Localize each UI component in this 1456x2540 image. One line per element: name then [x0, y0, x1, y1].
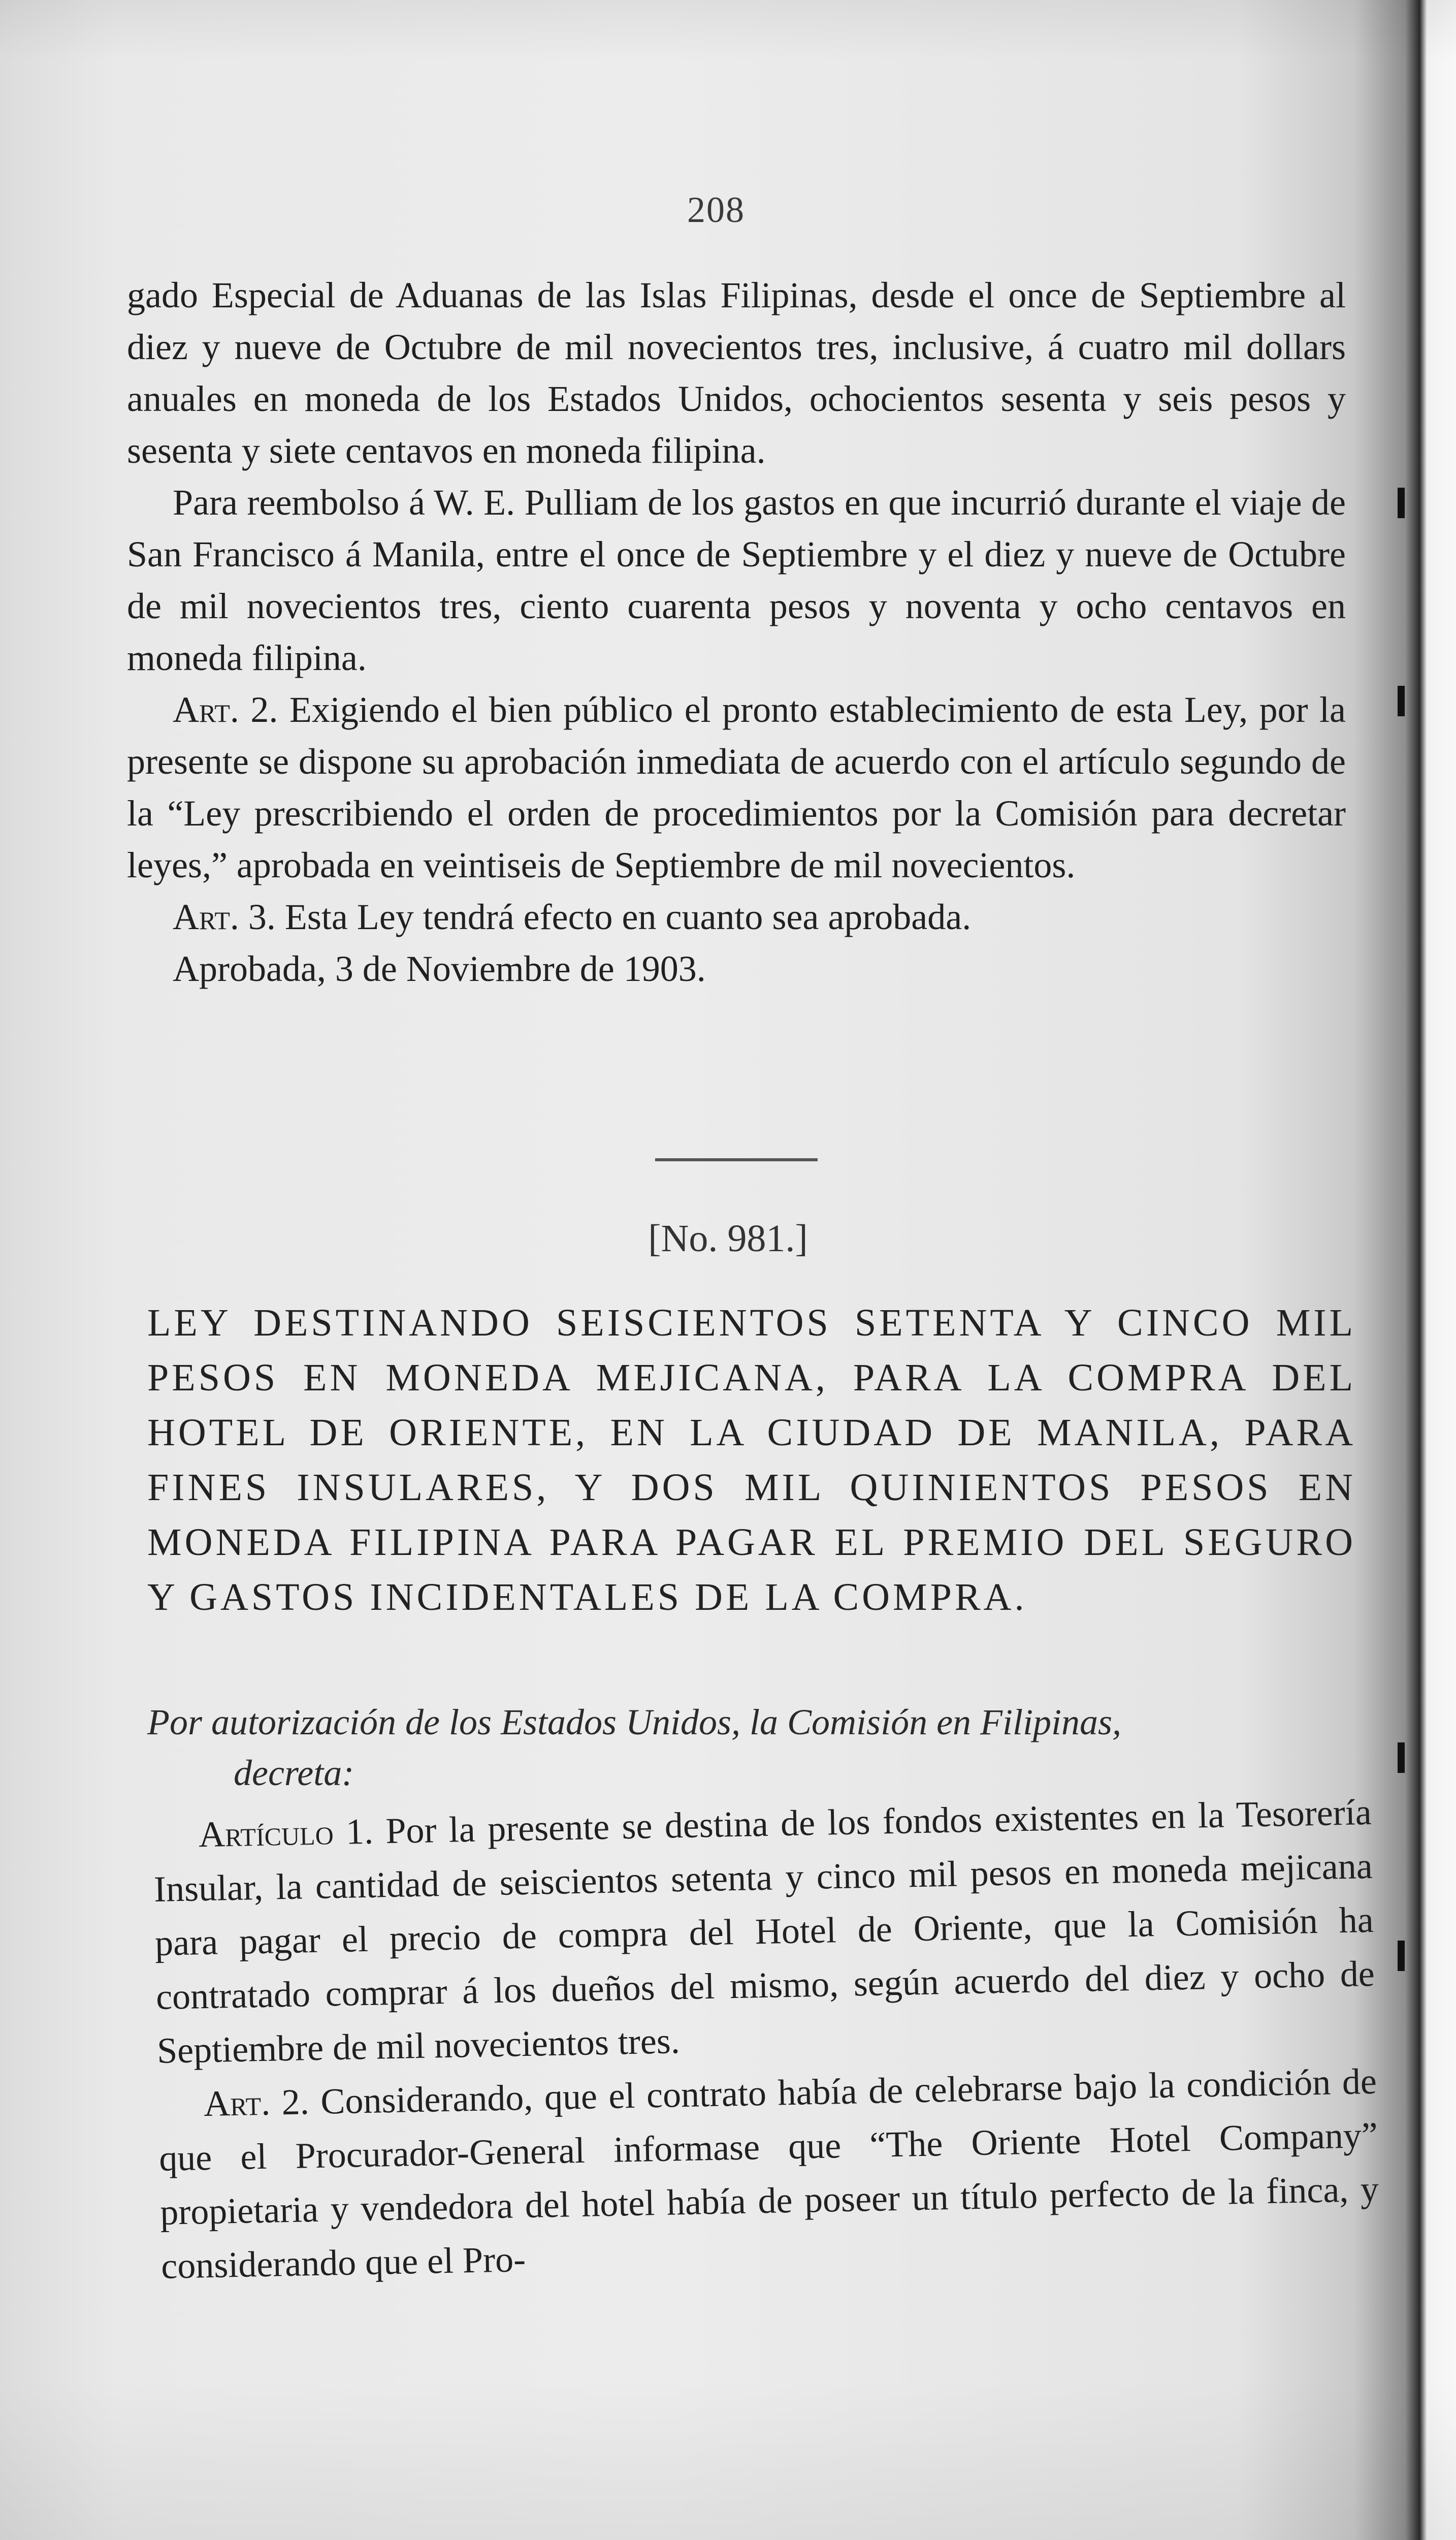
paragraph: Para reembolso á W. E. Pulliam de los gastos en que incurrió durante el viaje de San Francisco á Manila, entre el once de Septiembre y el diez y nueve de Octubre de mil novecientos tres, ciento cuarenta pesos y noventa y ocho centavos en moneda filipina. — [127, 482, 1346, 678]
approval-date: Aprobada, 3 de Noviembre de 1903. — [173, 948, 706, 989]
article-paragraph — [157, 2054, 1380, 2293]
law-title-text: LEY DESTINANDO SEISCIENTOS SETENTA Y CINCO MIL PESOS EN MONEDA MEJICANA, PARA LA COMPRA DEL HOTEL DE ORIENTE, EN LA CIUDAD DE MANILA, PARA FINES INSULARES, Y DOS MIL QUINIENTOS PESOS EN MONEDA FILIPINA PARA PAGAR EL PREMIO DEL SEGURO Y GASTOS INCIDENTALES DE LA COMPRA. — [147, 1301, 1356, 1618]
page-shadow-bottom — [0, 2379, 1456, 2540]
article-label: Art. 3. — [173, 897, 276, 937]
binding-mark — [1398, 488, 1405, 518]
enacting-clause-line: Por autorización de los Estados Unidos, la Comisión en Filipinas, — [147, 1702, 1122, 1742]
article-text: Por la presente se destina de los fondos existentes en la Tesorería Insular, la cantidad de seiscientos setenta y cinco mil pesos en moneda mejicana para pagar el precio de compra del Hotel de Oriente, que la Comisión ha contratado comprar á los dueños del mismo, según acuerdo del diez y ocho de Septiembre de mil novecientos tres. — [153, 1791, 1375, 2071]
law-body — [152, 1785, 1380, 2293]
binding-mark — [1398, 1941, 1405, 1971]
binding-mark — [1398, 686, 1405, 716]
article-paragraph — [152, 1785, 1376, 2078]
article-label: Artículo 1. — [198, 1811, 374, 1855]
paragraph: gado Especial de Aduanas de las Islas Filipinas, desde el once de Septiembre al diez y nueve de Octubre de mil novecientos tres, inclusive, á cuatro mil dollars anuales en moneda de los Estados Unidos, ochocientos sesenta y seis pesos y sesenta y siete centavos en moneda filipina. — [127, 275, 1346, 471]
article-paragraph — [127, 684, 1346, 891]
law-number: [No. 981.] — [648, 1217, 808, 1260]
continued-section — [127, 269, 1346, 995]
article-text: Esta Ley tendrá efecto en cuanto sea aprobada. — [284, 897, 972, 937]
article-text: Considerando, que el contrato había de celebrarse bajo la condición de que el Procurador-General informase que “The Oriente Hotel Company” propietaria y vendedora del hotel había de poseer un título perfecto de la finca, y considerando que el Pro- — [158, 2060, 1379, 2287]
section-divider — [655, 1158, 818, 1161]
article-label: Art. 2. — [203, 2081, 310, 2124]
article-text: Exigiendo el bien público el pronto establecimiento de esta Ley, por la presente se dispone su aprobación inmediata de acuerdo con el artículo segundo de la “Ley prescribiendo el orden de procedimientos por la Comisión para decretar leyes,” aprobada en veintiseis de Septiembre de mil novecientos. — [127, 689, 1346, 885]
article-label: Art. 2. — [173, 689, 278, 730]
enacting-clause-line: decreta: — [234, 1753, 354, 1793]
binding-edge — [1398, 0, 1410, 2540]
page-shadow-top — [0, 0, 1456, 61]
article-paragraph — [127, 891, 1346, 943]
enacting-clause — [147, 1697, 1361, 1798]
binding-mark — [1398, 1742, 1405, 1773]
page-number: 208 — [687, 189, 745, 230]
law-title — [147, 1295, 1356, 1625]
